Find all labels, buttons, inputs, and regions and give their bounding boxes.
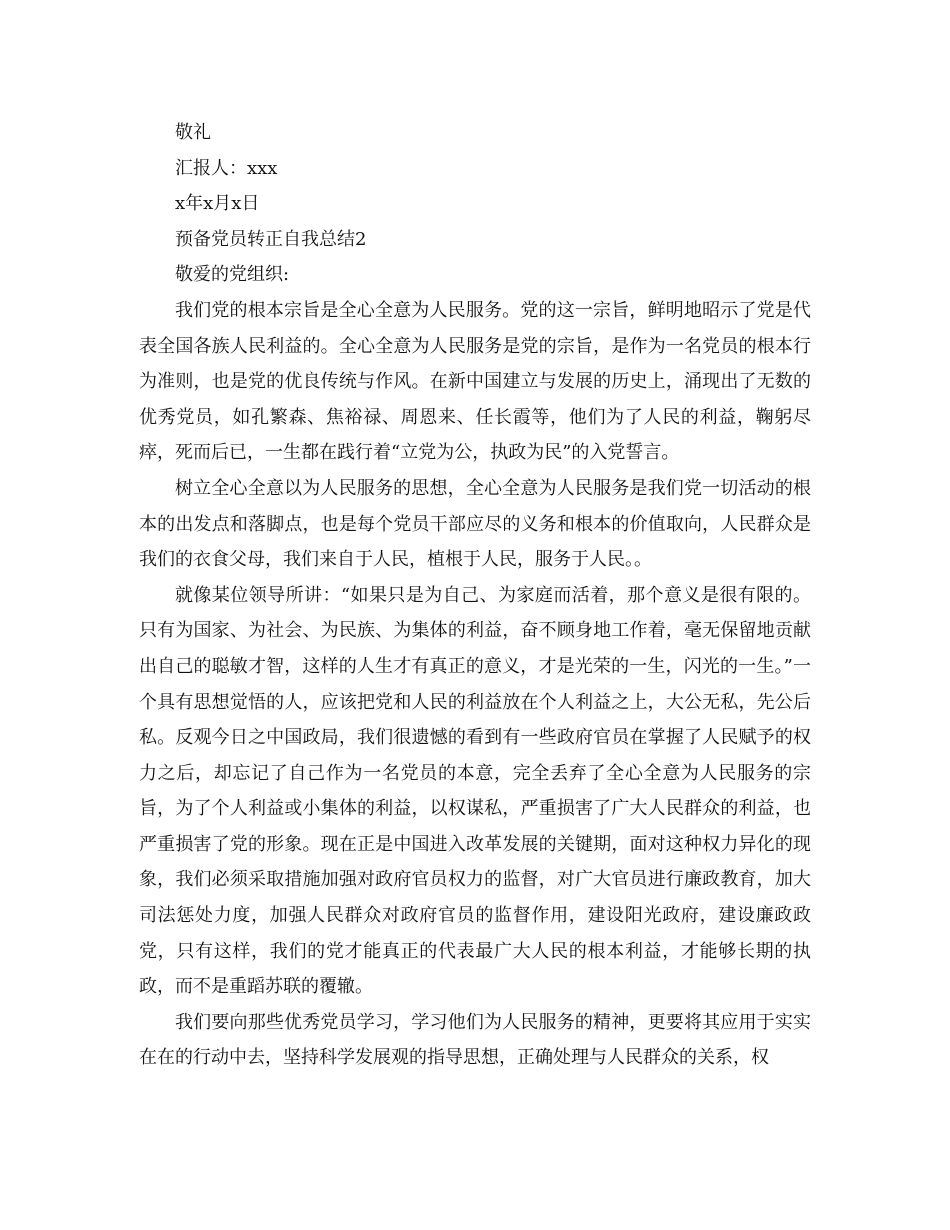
paragraph-4: 我们要向那些优秀党员学习，学习他们为人民服务的精神，更要将其应用于实实在在的行动中去，坚持科学发展观的指导思想，正确处理与人民群众的关系，权: [139, 1011, 811, 1069]
closing-line: 敬礼: [175, 122, 211, 143]
paragraph-3: 就像某位领导所讲：“如果只是为自己、为家庭而活着，那个意义是很有限的。只有为国家、为社会、为民族、为集体的利益，奋不顾身地工作着，毫无保留地贡献出自己的聪敏才智，这样的人生才有真正的意义，才是光荣的一生，闪光的一生。”一个具有思想觉悟的人，应该把党和人民的利益放在个人利益之上，大公无私，先公后私。反观今日之中国政局，我们很遗憾的看到有一些政府官员在掌握了人民赋予的权力之后，却忘记了自己作为一名党员的本意，完全丢弃了全心全意为人民服务的宗旨，为了个人利益或小集体的利益，以权谋私，严重损害了广大人民群众的利益，也严重损害了党的形象。现在正是中国进入改革发展的关键期，面对这种权力异化的现象，我们必须采取措施加强对政府官员权力的监督，对广大官员进行廉政教育，加大司法惩处力度，加强人民群众对政府官员的监督作用，建设阳光政府，建设廉政政党，只有这样，我们的党才能真正的代表最广大人民的根本利益，才能够长期的执政，而不是重蹈苏联的覆辙。: [139, 584, 811, 998]
paragraph-2: 树立全心全意以为人民服务的思想，全心全意为人民服务是我们党一切活动的根本的出发点和落脚点，也是每个党员干部应尽的义务和根本的价值取向，人民群众是我们的衣食父母，我们来自于人民，植根于人民，服务于人民。。: [139, 477, 811, 571]
paragraph-1: 我们党的根本宗旨是全心全意为人民服务。党的这一宗旨，鲜明地昭示了党是代表全国各族人民利益的。全心全意为人民服务是党的宗旨，是作为一名党员的根本行为准则，也是党的优良传统与作风。在新中国建立与发展的历史上，涌现出了无数的优秀党员，如孔繁森、焦裕禄、周恩来、任长霞等，他们为了人民的利益，鞠躬尽瘁，死而后已，一生都在践行着“立党为公，执政为民”的入党誓言。: [139, 299, 811, 464]
date-line: x年x月x日: [175, 193, 260, 215]
salutation-line: 敬爱的党组织:: [175, 264, 290, 286]
section-title: 预备党员转正自我总结2: [175, 228, 367, 250]
reporter-line: 汇报人：xxx: [175, 157, 278, 179]
document-body: [139, 115, 811, 1076]
